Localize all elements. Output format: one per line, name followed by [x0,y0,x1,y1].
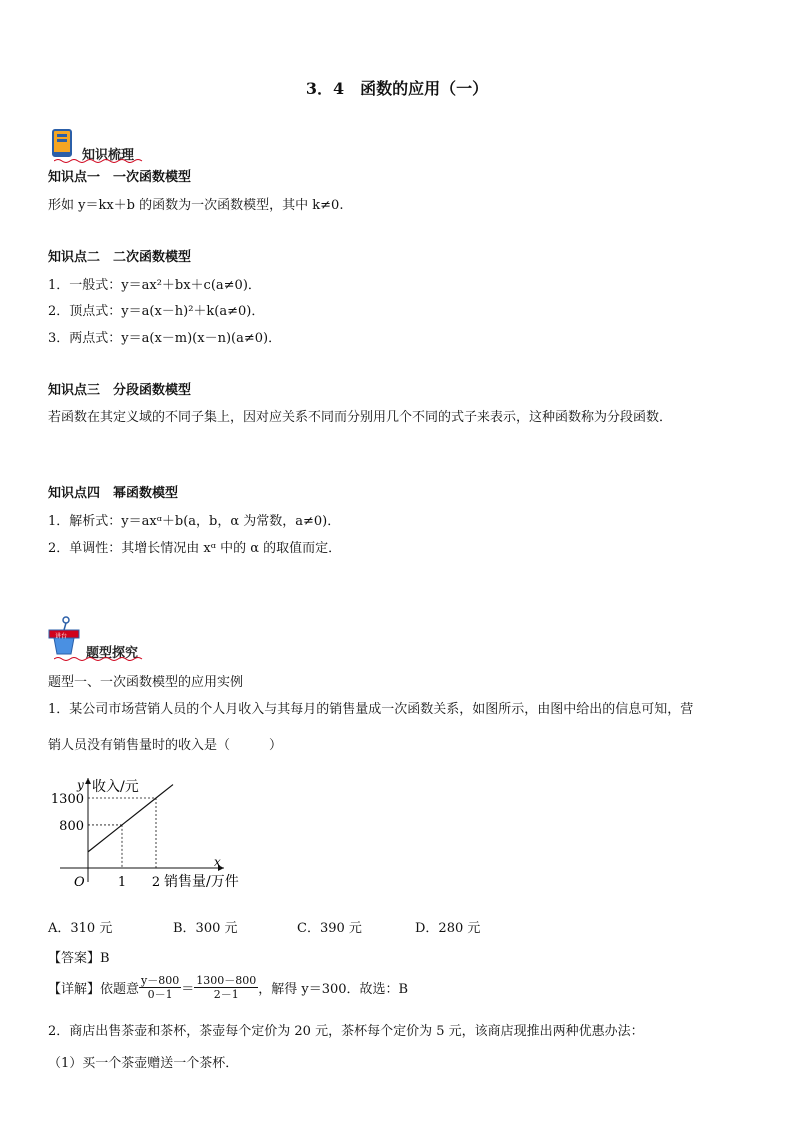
type1-heading: 题型一、一次函数模型的应用实例 [48,675,244,690]
q2-line2: （1）买一个茶壶赠送一个茶杯． [48,1056,239,1071]
kp4-item: 2．单调性：其增长情况由 xᵅ 中的 α 的取值而定． [48,541,342,556]
choice-d: D．280 元 [415,921,481,936]
fraction-2 [194,974,258,1001]
kp2-item: 2．顶点式：y＝a(x－h)²＋k(a≠0)． [48,304,265,319]
q1-line2: 销人员没有销售量时的收入是（ ） [48,738,283,753]
detail-suffix: ，解得 y＝300．故选：B [258,982,409,997]
equals-sign: ＝ [181,982,195,997]
wavy-underline [54,158,146,164]
detail [48,974,408,1001]
kp1-line: 形如 y＝kx＋b 的函数为一次函数模型，其中 k≠0. [48,198,344,213]
choice-c: C．390 元 [297,921,362,936]
chart-y-tick-label: 1300 [50,792,84,807]
chart-y-label: 收入/元 [92,779,139,795]
section-heading-types: 题型探究 [86,646,139,661]
section-heading-knowledge: 知识梳理 [82,148,135,163]
fraction-1 [139,974,181,1001]
chart-x-label: 销售量/万件 [164,874,239,890]
wavy-underline [54,656,146,662]
choice-a: A．310 元 [48,921,113,936]
kp1-title: 知识点一 一次函数模型 [48,170,192,185]
kp4-title: 知识点四 幂函数模型 [48,486,179,501]
kp4-item: 1．解析式：y＝axᵅ＋b(a，b，α 为常数，a≠0)． [48,514,341,529]
fraction-2-den: 2－1 [213,988,239,1001]
income-chart [46,770,256,894]
kp2-item: 3．两点式：y＝a(x－m)(x－n)(a≠0)． [48,331,282,346]
q2-line1: 2．商店出售茶壶和茶杯，茶壶每个定价为 20 元，茶杯每个定价为 5 元，该商店现推出两种优惠办法： [48,1024,644,1039]
kp2-item: 1．一般式：y＝ax²＋bx＋c(a≠0)． [48,278,261,293]
choice-b: B．300 元 [173,921,238,936]
detail-prefix: 【详解】依题意 [48,982,140,997]
chart-y-arrow [85,778,91,784]
kp3-title: 知识点三 分段函数模型 [48,383,192,398]
chart-x-tick-label: 1 [117,875,127,890]
chart-x-axis-letter: x [214,855,221,869]
chart-x-tick-label: 2 [151,875,161,890]
fraction-1-den: 0－1 [147,988,173,1001]
kp2-title: 知识点二 二次函数模型 [48,250,192,265]
podium-badge: 讲台 [55,633,68,640]
kp3-line: 若函数在其定义域的不同子集上，因对应关系不同而分别用几个不同的式子来表示，这种函数称为分段函数． [48,410,673,425]
chart-y-axis-letter: y [77,778,84,792]
fraction-2-num: 1300－800 [196,974,257,987]
answer: 【答案】B [48,951,110,966]
chart-origin: O [74,875,85,890]
q1-line1: 1．某公司市场营销人员的个人月收入与其每月的销售量成一次函数关系，如图所示，由图中给出的信息可知，营 [48,702,694,717]
chart-y-tick-label: 800 [59,818,84,834]
page-title: 3．4 函数的应用（一） [305,79,489,98]
fraction-1-num: y－800 [141,974,180,987]
